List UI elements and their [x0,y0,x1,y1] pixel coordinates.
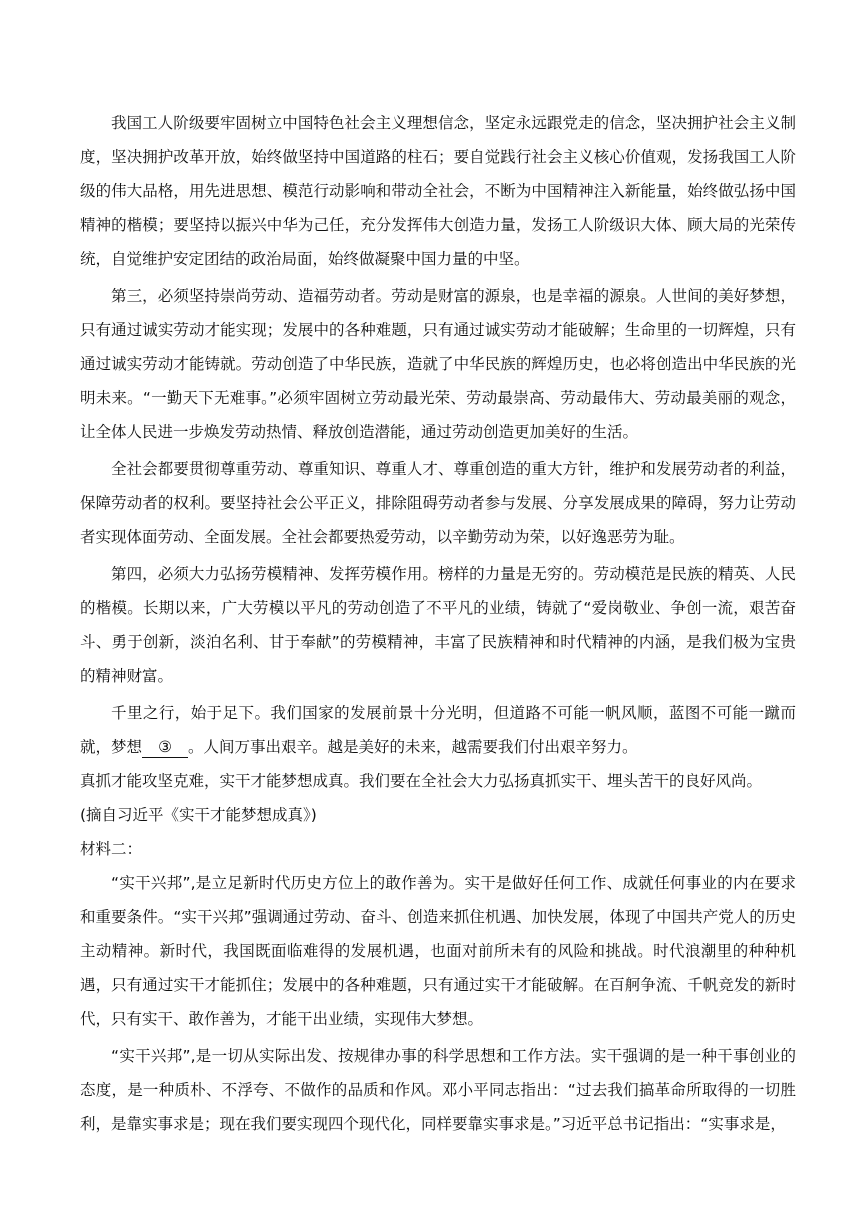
paragraph-respect-labor: 全社会都要贯彻尊重劳动、尊重知识、尊重人才、尊重创造的重大方针，维护和发展劳动者的利益，保障劳动者的权利。要坚持社会公平正义，排除阻碍劳动者参与发展、分享发展成果的障碍，努力让劳动者实现体面劳动、全面发展。全社会都要热爱劳动，以辛勤劳动为荣，以好逸恶劳为耻。 [80,460,796,546]
source-citation: (摘自习近平《实干才能梦想成真》) [80,806,317,824]
paragraph-workers-ideals: 我国工人阶级要牢固树立中国特色社会主义理想信念，坚定永远跟党走的信念，坚决拥护社会主义制度，坚决拥护改革开放，始终做坚持中国道路的柱石；要自觉践行社会主义核心价值观，发扬我国工人阶级的伟大品格，用先进思想、模范行动影响和带动全社会，不断为中国精神注入新能量，始终做弘扬中国精神的楷模；要坚持以振兴中华为己任，充分发挥伟大创造力量，发扬工人阶级识大体、顾大局的光荣传统，自觉维护安定团结的政治局面，始终做凝聚中国力量的中坚。 [80,114,796,268]
paragraph-shigan-xingbang-2: “实干兴邦”,是一切从实际出发、按规律办事的科学思想和工作方法。实干强调的是一种干事创业的态度，是一种质朴、不浮夸、不做作的品质和作风。邓小平同志指出：“过去我们搞革命所取得的一切胜利，是靠实事求是；现在我们要实现四个现代化，同样要靠实事求是。”习近平总书记指出：“实事求是， [80,1047,796,1133]
paragraph-shigan-xingbang-1: “实干兴邦”,是立足新时代历史方位上的敢作善为。实干是做好任何工作、成就任何事业的内在要求和重要条件。“实干兴邦”强调通过劳动、奋斗、创造来抓住机遇、加快发展，体现了中国共产党人的历史主动精神。新时代，我国既面临难得的发展机遇，也面对前所未有的风险和挑战。时代浪潮里的种种机遇，只有通过实干才能抓住；发展中的各种难题，只有通过实干才能破解。在百舸争流、千帆竞发的新时代，只有实干、敢作善为，才能干出业绩，实现伟大梦想。 [80,874,796,1028]
journey-text-after: 。人间万事出艰辛。越是美好的未来，越需要我们付出艰辛努力。 [188,738,638,756]
paragraph-journey [80,696,796,764]
paragraph-third-point: 第三，必须坚持崇尚劳动、造福劳动者。劳动是财富的源泉，也是幸福的源泉。人世间的美好梦想，只有通过诚实劳动才能实现；发展中的各种难题，只有通过诚实劳动才能破解；生命里的一切辉煌，只有通过诚实劳动才能铸就。劳动创造了中华民族，造就了中华民族的辉煌历史，也必将创造出中华民族的光明未来。“一勤天下无难事。”必须牢固树立劳动最光荣、劳动最崇高、劳动最伟大、劳动最美丽的观念，让全体人民进一步焕发劳动热情、释放创造潜能，通过劳动创造更加美好的生活。 [80,287,796,441]
fill-in-blank-3: ③ [142,737,188,758]
document-body [80,106,796,1141]
paragraph-hard-work: 真抓才能攻坚克难，实干才能梦想成真。我们要在全社会大力弘扬真抓实干、埋头苦干的良好风尚。 [80,772,763,790]
paragraph-fourth-point: 第四，必须大力弘扬劳模精神、发挥劳模作用。榜样的力量是无穷的。劳动模范是民族的精英、人民的楷模。长期以来，广大劳模以平凡的劳动创造了不平凡的业绩，铸就了“爱岗敬业、争创一流，艰苦奋斗、勇于创新，淡泊名利、甘于奉献”的劳模精神，丰富了民族精神和时代精神的内涵，是我们极为宝贵的精神财富。 [80,565,796,685]
journey-text-before: 千里之行，始于足下。我们国家的发展前景十分光明，但道路不可能一帆风顺，蓝图不可能一蹴而就，梦想 [80,704,796,756]
material-two-heading: 材料二： [80,840,143,858]
